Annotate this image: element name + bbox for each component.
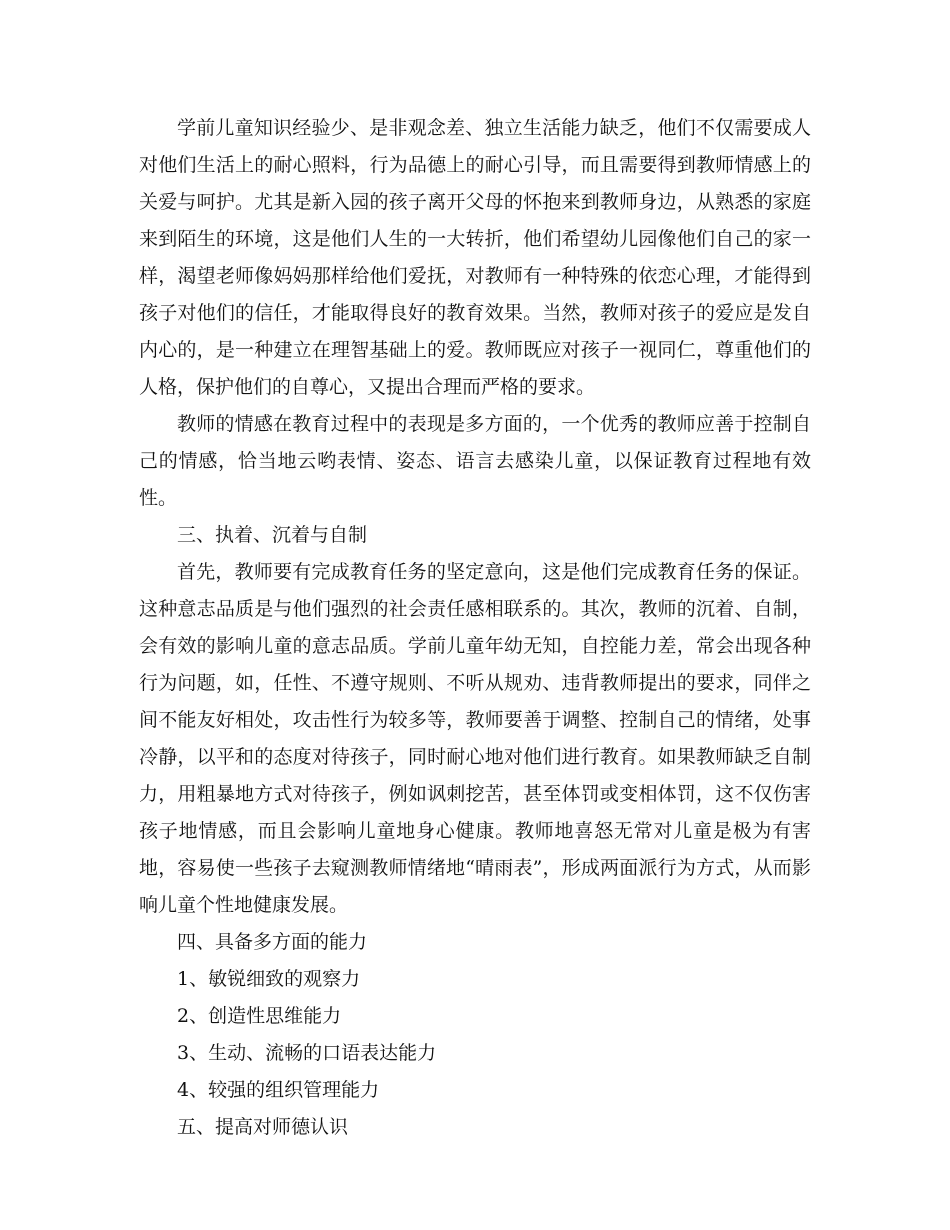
list-item-3: 3、生动、流畅的口语表达能力 — [177, 1042, 437, 1064]
list-item-1: 1、敏锐细致的观察力 — [177, 968, 361, 990]
paragraph-preschool-needs: 学前儿童知识经验少、是非观念差、独立生活能力缺乏，他们不仅需要成人对他们生活上的耐心照料，行为品德上的耐心引导，而且需要得到教师情感上的关爱与呵护。尤其是新入园的孩子离开父母的怀抱来到教师身边，从熟悉的家庭来到陌生的环境，这是他们人生的一大转折，他们希望幼儿园像他们自己的家一样，渴望老师像妈妈那样给他们爱抚，对教师有一种特殊的依恋心理，才能得到孩子对他们的信任，才能取得良好的教育效果。当然，教师对孩子的爱应是发自内心的，是一种建立在理智基础上的爱。教师既应对孩子一视同仁，尊重他们的人格，保护他们的自尊心，又提出合理而严格的要求。 — [139, 117, 811, 398]
section-heading-4: 四、具备多方面的能力 — [177, 931, 368, 953]
list-item-2: 2、创造性思维能力 — [177, 1005, 342, 1027]
document-page — [139, 110, 811, 1146]
paragraph-willpower: 首先，教师要有完成教育任务的坚定意向，这是他们完成教育任务的保证。这种意志品质是与他们强烈的社会责任感相联系的。其次，教师的沉着、自制，会有效的影响儿童的意志品质。学前儿童年幼无知，自控能力差，常会出现各种行为问题，如，任性、不遵守规则、不听从规劝、违背教师提出的要求，同伴之间不能友好相处，攻击性行为较多等，教师要善于调整、控制自己的情绪，处事冷静，以平和的态度对待孩子，同时耐心地对他们进行教育。如果教师缺乏自制力，用粗暴地方式对待孩子，例如讽刺挖苦，甚至体罚或变相体罚，这不仅伤害孩子地情感，而且会影响儿童地身心健康。教师地喜怒无常对儿童是极为有害地，容易使一些孩子去窥测教师情绪地“晴雨表”，形成两面派行为方式，从而影响儿童个性地健康发展。 — [139, 561, 811, 916]
paragraph-teacher-emotion: 教师的情感在教育过程中的表现是多方面的，一个优秀的教师应善于控制自己的情感，恰当地云哟表情、姿态、语言去感染儿童，以保证教育过程地有效性。 — [139, 413, 811, 509]
section-heading-5: 五、提高对师德认识 — [177, 1116, 349, 1138]
list-item-4: 4、较强的组织管理能力 — [177, 1079, 380, 1101]
section-heading-3: 三、执着、沉着与自制 — [177, 524, 368, 546]
